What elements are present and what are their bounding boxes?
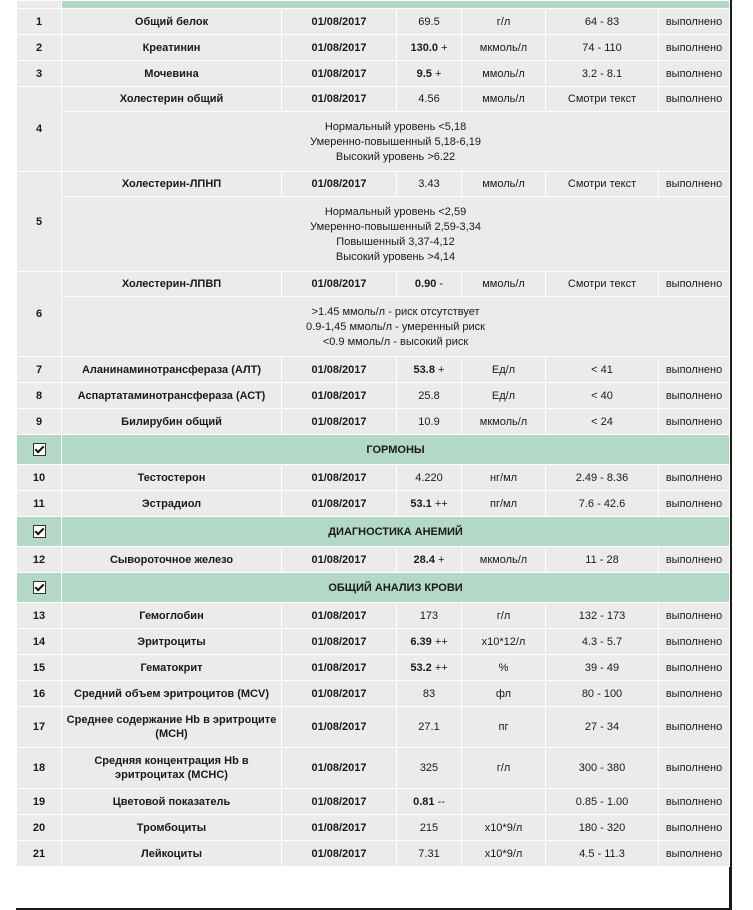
- test-status: выполнено: [659, 172, 730, 197]
- test-status: выполнено: [659, 61, 730, 87]
- reference-note: [62, 297, 730, 357]
- test-status: выполнено: [659, 748, 730, 789]
- test-name: Эритроциты: [62, 629, 282, 655]
- test-date: 01/08/2017: [282, 815, 397, 841]
- section-toggle[interactable]: [17, 435, 62, 465]
- reference-range: 3.2 - 8.1: [546, 61, 659, 87]
- test-value: [397, 748, 462, 789]
- reference-range: 0.85 - 1.00: [546, 789, 659, 815]
- test-value: [397, 9, 462, 35]
- test-unit: пг: [462, 707, 546, 748]
- reference-range: 2.49 - 8.36: [546, 465, 659, 491]
- table-row: [17, 603, 730, 629]
- reference-note: [62, 112, 730, 172]
- row-number: 6: [17, 272, 62, 357]
- row-number: 1: [17, 9, 62, 35]
- test-name: Эстрадиол: [62, 491, 282, 517]
- test-unit: пг/мл: [462, 491, 546, 517]
- value-flag: +: [438, 363, 445, 376]
- reference-range: 132 - 173: [546, 603, 659, 629]
- test-unit: г/л: [462, 748, 546, 789]
- test-name: Креатинин: [62, 35, 282, 61]
- reference-range: 11 - 28: [546, 547, 659, 573]
- test-date: 01/08/2017: [282, 789, 397, 815]
- value-number: 53.8: [413, 363, 435, 376]
- table-row: [17, 629, 730, 655]
- value-number: 9.5: [416, 67, 432, 80]
- note-line: Умеренно-повышенный 2,59-3,34: [310, 221, 481, 233]
- test-name: Сывороточное железо: [62, 547, 282, 573]
- test-value: [397, 681, 462, 707]
- section-checkbox[interactable]: [33, 525, 46, 538]
- test-value: [397, 172, 462, 197]
- test-date: 01/08/2017: [282, 655, 397, 681]
- reference-range: 27 - 34: [546, 707, 659, 748]
- test-name: Холестерин-ЛПНП: [62, 172, 282, 197]
- test-status: выполнено: [659, 35, 730, 61]
- reference-note-row: [17, 112, 730, 172]
- test-name: Аспартатаминотрансфераза (АСТ): [62, 383, 282, 409]
- value-number: 28.4: [413, 553, 435, 566]
- reference-range: Смотри текст: [546, 272, 659, 297]
- table-row: [17, 409, 730, 435]
- test-status: выполнено: [659, 655, 730, 681]
- test-date: 01/08/2017: [282, 35, 397, 61]
- row-number: 21: [17, 841, 62, 867]
- value-number: 69.5: [418, 15, 440, 28]
- test-date: 01/08/2017: [282, 841, 397, 867]
- value-flag: ++: [434, 661, 448, 674]
- value-flag: +: [438, 553, 445, 566]
- section-title: ДИАГНОСТИКА АНЕМИЙ: [62, 517, 730, 547]
- test-value: [397, 789, 462, 815]
- test-value: [397, 707, 462, 748]
- reference-note-row: [17, 197, 730, 272]
- reference-range: 80 - 100: [546, 681, 659, 707]
- section-title: ОБЩИЙ АНАЛИЗ КРОВИ: [62, 573, 730, 603]
- value-number: 6.39: [410, 635, 432, 648]
- value-number: 83: [422, 687, 436, 700]
- test-unit: ммоль/л: [462, 87, 546, 112]
- table-row: [17, 383, 730, 409]
- note-line: Высокий уровень >4,14: [335, 251, 456, 263]
- table-row: [17, 465, 730, 491]
- table-row: [17, 35, 730, 61]
- test-unit: Ед/л: [462, 383, 546, 409]
- test-name: Цветовой показатель: [62, 789, 282, 815]
- test-value: [397, 491, 462, 517]
- table-row: [17, 841, 730, 867]
- value-number: 215: [419, 821, 439, 834]
- test-date: 01/08/2017: [282, 491, 397, 517]
- row-number: 19: [17, 789, 62, 815]
- table-row: [17, 748, 730, 789]
- test-status: выполнено: [659, 789, 730, 815]
- test-unit: [462, 789, 546, 815]
- table-row: [17, 172, 730, 197]
- row-number: 20: [17, 815, 62, 841]
- row-number: 2: [17, 35, 62, 61]
- section-checkbox[interactable]: [33, 443, 46, 456]
- reference-range: 74 - 110: [546, 35, 659, 61]
- test-date: 01/08/2017: [282, 603, 397, 629]
- note-line: <0.9 ммоль/л - высокий риск: [322, 336, 469, 348]
- row-number: 13: [17, 603, 62, 629]
- value-number: 25.8: [418, 389, 440, 402]
- value-number: 325: [419, 762, 439, 774]
- test-date: 01/08/2017: [282, 87, 397, 112]
- test-status: выполнено: [659, 409, 730, 435]
- section-title: ГОРМОНЫ: [62, 435, 730, 465]
- value-number: 7.31: [418, 847, 440, 860]
- reference-range: 64 - 83: [546, 9, 659, 35]
- value-number: 3.43: [418, 178, 440, 190]
- test-date: 01/08/2017: [282, 748, 397, 789]
- test-status: выполнено: [659, 841, 730, 867]
- reference-range: 300 - 380: [546, 748, 659, 789]
- test-unit: г/л: [462, 603, 546, 629]
- note-line: Повышенный 3,37-4,12: [336, 236, 455, 248]
- test-date: 01/08/2017: [282, 9, 397, 35]
- test-value: [397, 841, 462, 867]
- reference-range: < 24: [546, 409, 659, 435]
- reference-range: 180 - 320: [546, 815, 659, 841]
- test-status: выполнено: [659, 383, 730, 409]
- test-date: 01/08/2017: [282, 172, 397, 197]
- test-status: выполнено: [659, 9, 730, 35]
- test-date: 01/08/2017: [282, 61, 397, 87]
- note-line: 0.9-1,45 ммоль/л - умеренный риск: [306, 321, 485, 333]
- table-row: [17, 491, 730, 517]
- test-value: [397, 61, 462, 87]
- test-unit: мкмоль/л: [462, 35, 546, 61]
- test-name: Билирубин общий: [62, 409, 282, 435]
- row-number: 14: [17, 629, 62, 655]
- reference-range: 4.3 - 5.7: [546, 629, 659, 655]
- reference-range: 7.6 - 42.6: [546, 491, 659, 517]
- row-number: 4: [17, 87, 62, 172]
- test-status: выполнено: [659, 707, 730, 748]
- table-row: [17, 87, 730, 112]
- test-value: [397, 87, 462, 112]
- test-unit: фл: [462, 681, 546, 707]
- test-date: 01/08/2017: [282, 272, 397, 297]
- test-name: Общий белок: [62, 9, 282, 35]
- row-number: 8: [17, 383, 62, 409]
- test-status: выполнено: [659, 465, 730, 491]
- table-row: [17, 815, 730, 841]
- section-toggle[interactable]: [17, 517, 62, 547]
- test-status: выполнено: [659, 491, 730, 517]
- row-number: 7: [17, 357, 62, 383]
- table-row: [17, 547, 730, 573]
- test-name: Тестостерон: [62, 465, 282, 491]
- value-number: 4.56: [418, 93, 440, 105]
- note-line: Высокий уровень >6.22: [335, 151, 456, 163]
- row-number: 3: [17, 61, 62, 87]
- test-status: выполнено: [659, 547, 730, 573]
- test-unit: x10*9/л: [462, 841, 546, 867]
- test-value: [397, 383, 462, 409]
- value-number: 27.1: [418, 721, 440, 733]
- value-number: 53.1: [410, 497, 432, 510]
- test-value: [397, 815, 462, 841]
- test-unit: мкмоль/л: [462, 547, 546, 573]
- test-unit: г/л: [462, 9, 546, 35]
- test-status: выполнено: [659, 603, 730, 629]
- test-date: 01/08/2017: [282, 383, 397, 409]
- row-number: 18: [17, 748, 62, 789]
- table-top-strip: [17, 1, 730, 9]
- table-row: [17, 61, 730, 87]
- value-flag: +: [434, 67, 442, 80]
- row-number: 17: [17, 707, 62, 748]
- test-name: Аланинаминотрансфераза (АЛТ): [62, 357, 282, 383]
- test-status: выполнено: [659, 629, 730, 655]
- section-toggle[interactable]: [17, 573, 62, 603]
- value-flag: -: [439, 278, 444, 290]
- reference-note-row: [17, 297, 730, 357]
- test-value: [397, 35, 462, 61]
- test-name: Гемоглобин: [62, 603, 282, 629]
- reference-range: 39 - 49: [546, 655, 659, 681]
- value-number: 0.90: [414, 278, 437, 290]
- table-row: [17, 9, 730, 35]
- value-flag: ++: [434, 497, 448, 510]
- results-panel: [16, 0, 729, 867]
- test-value: [397, 655, 462, 681]
- row-number: 9: [17, 409, 62, 435]
- value-number: 4.220: [415, 471, 443, 484]
- test-status: выполнено: [659, 357, 730, 383]
- note-line: >1.45 ммоль/л - риск отсутствует: [311, 306, 480, 318]
- test-value: [397, 629, 462, 655]
- row-number: 11: [17, 491, 62, 517]
- test-name: Мочевина: [62, 61, 282, 87]
- test-date: 01/08/2017: [282, 409, 397, 435]
- row-number: 12: [17, 547, 62, 573]
- note-line: Умеренно-повышенный 5,18-6,19: [310, 136, 481, 148]
- table-row: [17, 357, 730, 383]
- row-number: 15: [17, 655, 62, 681]
- test-value: [397, 357, 462, 383]
- value-number: 0.81: [413, 795, 435, 808]
- test-name: Лейкоциты: [62, 841, 282, 867]
- reference-range: < 41: [546, 357, 659, 383]
- test-status: выполнено: [659, 681, 730, 707]
- section-header: [17, 517, 730, 547]
- test-status: выполнено: [659, 815, 730, 841]
- test-value: [397, 547, 462, 573]
- test-date: 01/08/2017: [282, 629, 397, 655]
- section-checkbox[interactable]: [33, 581, 46, 594]
- test-name: Тромбоциты: [62, 815, 282, 841]
- test-date: 01/08/2017: [282, 681, 397, 707]
- reference-range: Смотри текст: [546, 172, 659, 197]
- value-number: 130.0: [410, 41, 439, 54]
- test-date: 01/08/2017: [282, 357, 397, 383]
- note-line: Нормальный уровень <5,18: [324, 121, 467, 133]
- table-row: [17, 707, 730, 748]
- row-number: 10: [17, 465, 62, 491]
- results-table: [16, 0, 730, 867]
- test-name: Средний объем эритроцитов (MCV): [62, 681, 282, 707]
- reference-range: Смотри текст: [546, 87, 659, 112]
- test-unit: ммоль/л: [462, 61, 546, 87]
- row-number: 5: [17, 172, 62, 272]
- reference-range: 4.5 - 11.3: [546, 841, 659, 867]
- value-flag: ++: [434, 635, 448, 648]
- value-flag: +: [441, 41, 448, 54]
- value-flag: --: [437, 795, 445, 808]
- test-unit: x10*9/л: [462, 815, 546, 841]
- section-header: [17, 435, 730, 465]
- test-unit: ммоль/л: [462, 172, 546, 197]
- test-status: выполнено: [659, 272, 730, 297]
- table-row: [17, 272, 730, 297]
- row-number: 16: [17, 681, 62, 707]
- test-value: [397, 465, 462, 491]
- test-name: Среднее содержание Hb в эритроците (MCH): [62, 707, 282, 748]
- test-name: Холестерин-ЛПВП: [62, 272, 282, 297]
- table-row: [17, 789, 730, 815]
- test-status: выполнено: [659, 87, 730, 112]
- test-value: [397, 272, 462, 297]
- test-value: [397, 409, 462, 435]
- value-number: 173: [419, 609, 439, 622]
- test-date: 01/08/2017: [282, 707, 397, 748]
- table-row: [17, 655, 730, 681]
- test-unit: Ед/л: [462, 357, 546, 383]
- reference-note: [62, 197, 730, 272]
- test-unit: %: [462, 655, 546, 681]
- test-value: [397, 603, 462, 629]
- table-row: [17, 681, 730, 707]
- value-number: 10.9: [418, 415, 440, 428]
- test-name: Холестерин общий: [62, 87, 282, 112]
- test-unit: ммоль/л: [462, 272, 546, 297]
- note-line: Нормальный уровень <2,59: [324, 206, 467, 218]
- value-number: 53.2: [410, 661, 432, 674]
- test-unit: нг/мл: [462, 465, 546, 491]
- test-date: 01/08/2017: [282, 547, 397, 573]
- test-date: 01/08/2017: [282, 465, 397, 491]
- section-header: [17, 573, 730, 603]
- test-unit: x10*12/л: [462, 629, 546, 655]
- reference-range: < 40: [546, 383, 659, 409]
- test-name: Средняя концентрация Hb в эритроцитах (MCHC): [62, 748, 282, 789]
- test-name: Гематокрит: [62, 655, 282, 681]
- test-unit: мкмоль/л: [462, 409, 546, 435]
